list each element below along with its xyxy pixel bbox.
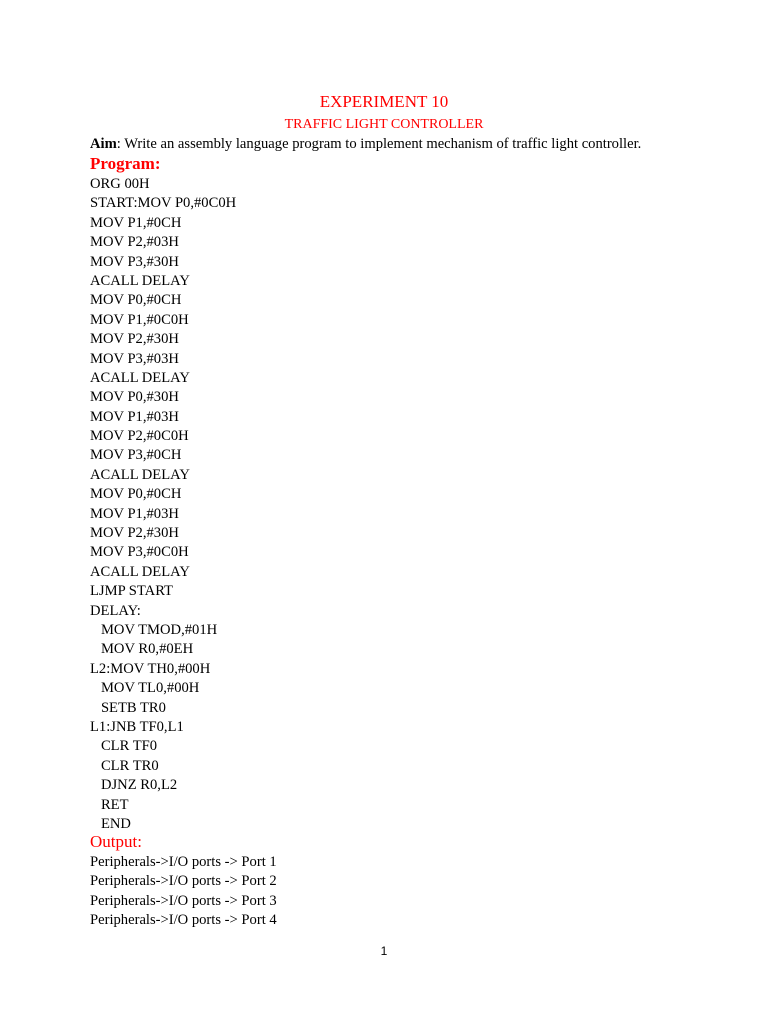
code-line: START:MOV P0,#0C0H <box>90 195 237 212</box>
program-code-listing <box>90 175 236 834</box>
code-line: MOV P1,#03H <box>90 505 179 522</box>
code-line: CLR TR0 <box>90 757 159 774</box>
experiment-subtitle: TRAFFIC LIGHT CONTROLLER <box>284 117 484 132</box>
code-line: DELAY: <box>90 602 141 619</box>
code-line: MOV P0,#30H <box>90 389 179 406</box>
code-line: MOV P0,#0CH <box>90 292 182 309</box>
code-line: MOV P2,#03H <box>90 234 179 251</box>
aim-label: Aim <box>90 136 117 152</box>
code-line: ACALL DELAY <box>90 466 190 483</box>
output-line: Peripherals->I/O ports -> Port 4 <box>90 912 277 929</box>
code-line: LJMP START <box>90 583 173 600</box>
code-line: MOV P3,#0C0H <box>90 544 189 561</box>
code-line: ACALL DELAY <box>90 563 190 580</box>
code-line: END <box>90 815 131 832</box>
code-line: RET <box>90 796 129 813</box>
output-heading: Output: <box>90 832 142 851</box>
code-line: CLR TF0 <box>90 738 158 755</box>
code-line: MOV P2,#30H <box>90 331 179 348</box>
output-line: Peripherals->I/O ports -> Port 2 <box>90 873 277 890</box>
page-number: 1 <box>380 944 388 958</box>
aim-paragraph <box>90 135 641 154</box>
code-line: MOV P1,#0C0H <box>90 311 189 328</box>
code-line: MOV TMOD,#01H <box>90 621 218 638</box>
code-line: MOV P3,#03H <box>90 350 179 367</box>
code-line: L1:JNB TF0,L1 <box>90 718 184 735</box>
code-line: ACALL DELAY <box>90 272 190 289</box>
output-line: Peripherals->I/O ports -> Port 3 <box>90 892 277 909</box>
program-heading: Program: <box>90 154 161 173</box>
code-line: MOV P1,#03H <box>90 408 179 425</box>
output-line: Peripherals->I/O ports -> Port 1 <box>90 854 277 870</box>
code-line: MOV P1,#0CH <box>90 214 182 231</box>
aim-text: : Write an assembly language program to implement mechanism of traffic light controller. <box>116 136 642 152</box>
experiment-title: EXPERIMENT 10 <box>319 92 449 111</box>
code-line: MOV P2,#0C0H <box>90 428 189 445</box>
code-line: MOV P0,#0CH <box>90 486 182 503</box>
code-line: MOV P3,#30H <box>90 253 179 270</box>
output-list <box>90 853 277 931</box>
code-line: ORG 00H <box>90 176 150 192</box>
code-line: SETB TR0 <box>90 699 166 716</box>
code-line: L2:MOV TH0,#00H <box>90 660 211 677</box>
code-line: MOV TL0,#00H <box>90 680 200 697</box>
code-line: MOV R0,#0EH <box>90 641 194 658</box>
code-line: MOV P3,#0CH <box>90 447 182 464</box>
code-line: ACALL DELAY <box>90 369 190 386</box>
code-line: DJNZ R0,L2 <box>90 777 178 794</box>
code-line: MOV P2,#30H <box>90 525 179 542</box>
